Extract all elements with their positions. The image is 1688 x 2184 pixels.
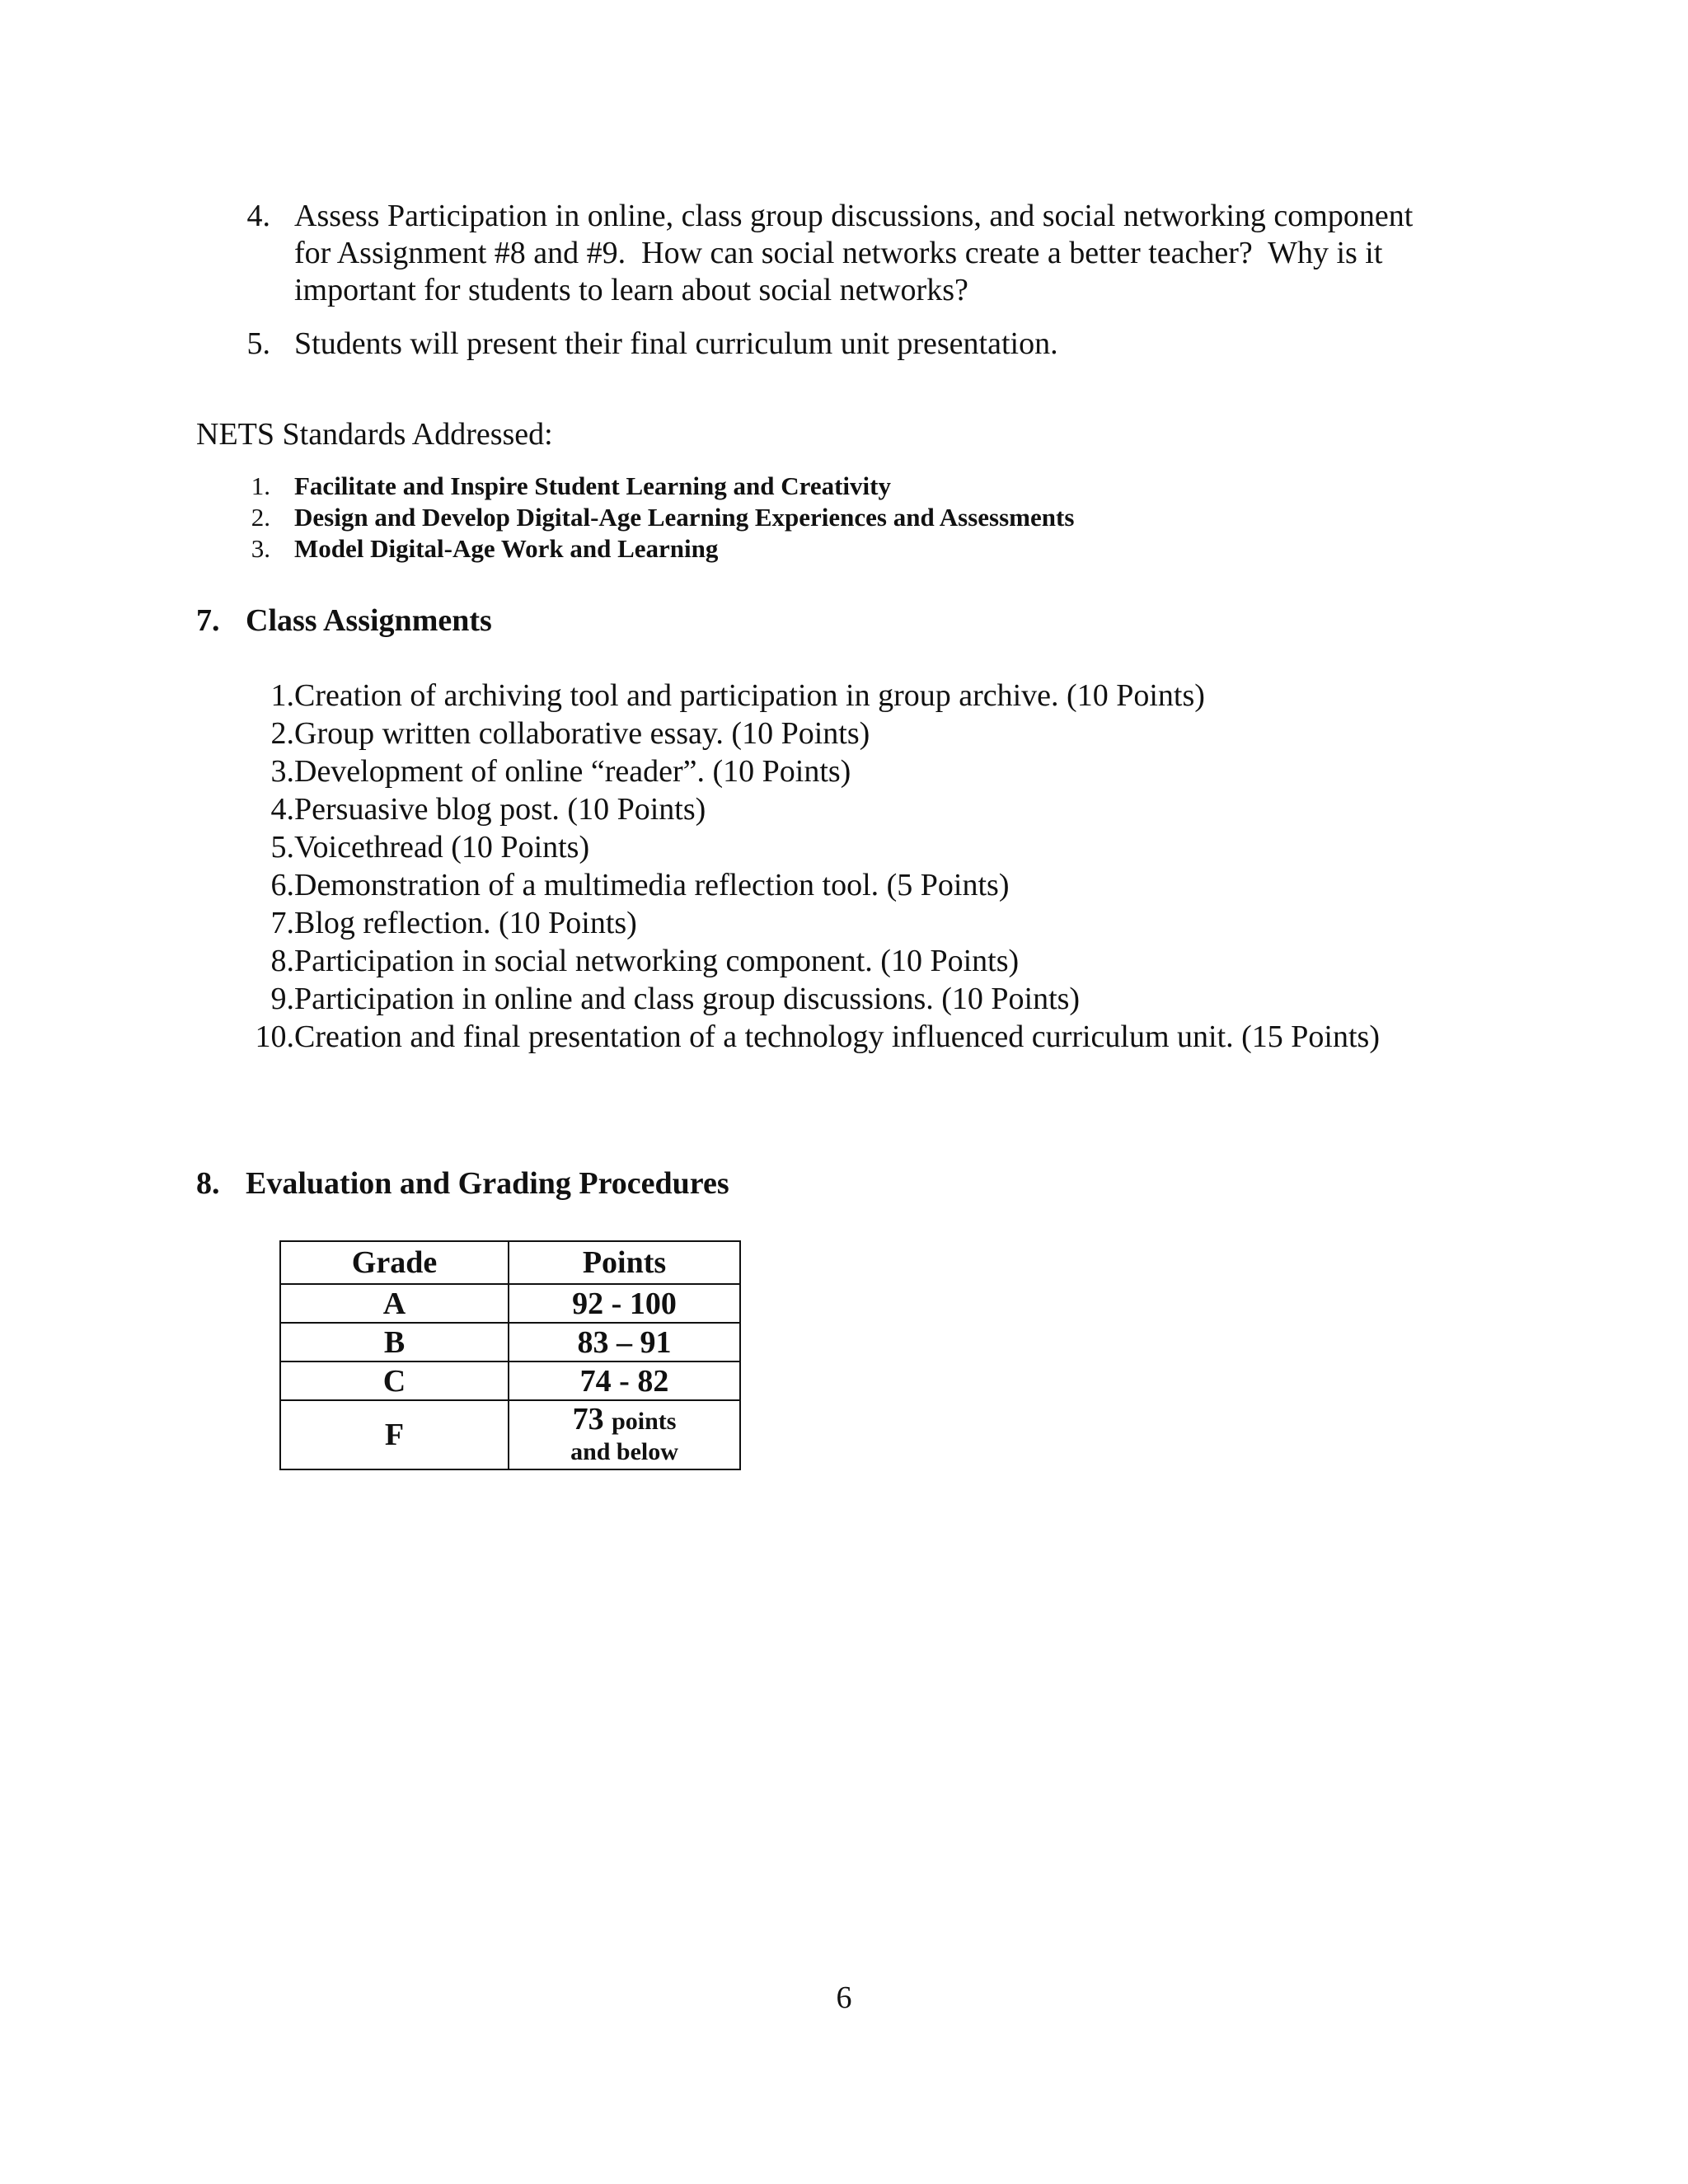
list-item-line: Students will present their final curriculum unit presentation. (294, 326, 1058, 361)
nets-item-number: 3. (251, 534, 270, 563)
table-row (280, 1323, 740, 1361)
assignment-number: 1. (270, 678, 294, 713)
assignment-text: Demonstration of a multimedia reflection tool. (5 Points) (294, 868, 1010, 902)
assignment-number: 9. (270, 982, 294, 1016)
table-header-row (280, 1241, 740, 1284)
assignment-text: Persuasive blog post. (10 Points) (294, 792, 706, 827)
table-row (280, 1361, 740, 1400)
nets-item-number: 1. (251, 471, 270, 500)
section-number: 8. (196, 1166, 220, 1201)
points-line-1 (509, 1401, 739, 1437)
grade-cell: B (280, 1323, 509, 1361)
points-cell: 83 – 91 (509, 1323, 740, 1361)
list-item-line: for Assignment #8 and #9. How can social networks create a better teacher? Why is it (294, 236, 1383, 270)
list-item-line: Assess Participation in online, class group discussions, and social networking component (294, 199, 1414, 233)
points-line-2: and below (570, 1437, 678, 1465)
list-item-number: 5. (246, 326, 270, 361)
nets-heading: NETS Standards Addressed: (196, 417, 553, 452)
table-row (280, 1400, 740, 1469)
assignment-text: Voicethread (10 Points) (294, 830, 590, 865)
section-7-heading (196, 602, 856, 640)
nets-item-number: 2. (251, 503, 270, 532)
assignment-number: 4. (270, 792, 294, 827)
assignment-text: Creation and final presentation of a technology influenced curriculum unit. (15 Points) (294, 1019, 1380, 1054)
assignment-number: 2. (270, 716, 294, 751)
section-title: Class Assignments (246, 603, 492, 638)
grade-cell: F (280, 1400, 509, 1469)
assignment-number: 3. (270, 754, 294, 789)
assignment-number: 7. (270, 906, 294, 940)
page-number: 6 (836, 1980, 852, 2015)
assignment-text: Group written collaborative essay. (10 Points) (294, 716, 870, 751)
grading-table (279, 1240, 741, 1470)
assignment-text: Participation in online and class group discussions. (10 Points) (294, 982, 1081, 1016)
grade-cell: A (280, 1284, 509, 1323)
assignment-text: Creation of archiving tool and participation in group archive. (10 Points) (294, 678, 1205, 713)
nets-item-text: Facilitate and Inspire Student Learning and Creativity (294, 471, 891, 500)
list-item-number: 4. (246, 199, 270, 233)
assignment-number: 5. (270, 830, 294, 865)
assignment-number: 10. (255, 1019, 294, 1054)
list-item-4 (0, 198, 1688, 313)
points-cell (509, 1400, 740, 1469)
table-header-points: Points (509, 1241, 740, 1284)
table-row (280, 1284, 740, 1323)
assignment-number: 8. (270, 944, 294, 978)
assignment-number: 6. (270, 868, 294, 902)
section-title: Evaluation and Grading Procedures (246, 1166, 729, 1201)
assignment-text: Development of online “reader”. (10 Points) (294, 754, 851, 789)
assignment-text: Blog reflection. (10 Points) (294, 906, 637, 940)
nets-item-text: Design and Develop Digital-Age Learning Experiences and Assessments (294, 503, 1075, 532)
list-item-line: important for students to learn about social networks? (294, 273, 968, 307)
section-number: 7. (196, 603, 220, 638)
table-header-grade: Grade (280, 1241, 509, 1284)
points-number: 73 (572, 1401, 604, 1436)
points-cell: 74 - 82 (509, 1361, 740, 1400)
assignment-text: Participation in social networking component. (10 Points) (294, 944, 1020, 978)
points-word: points (612, 1407, 677, 1435)
list-item-5 (0, 326, 1688, 367)
grade-cell: C (280, 1361, 509, 1400)
nets-item-text: Model Digital-Age Work and Learning (294, 534, 719, 563)
section-8-heading (196, 1165, 1020, 1202)
points-cell: 92 - 100 (509, 1284, 740, 1323)
